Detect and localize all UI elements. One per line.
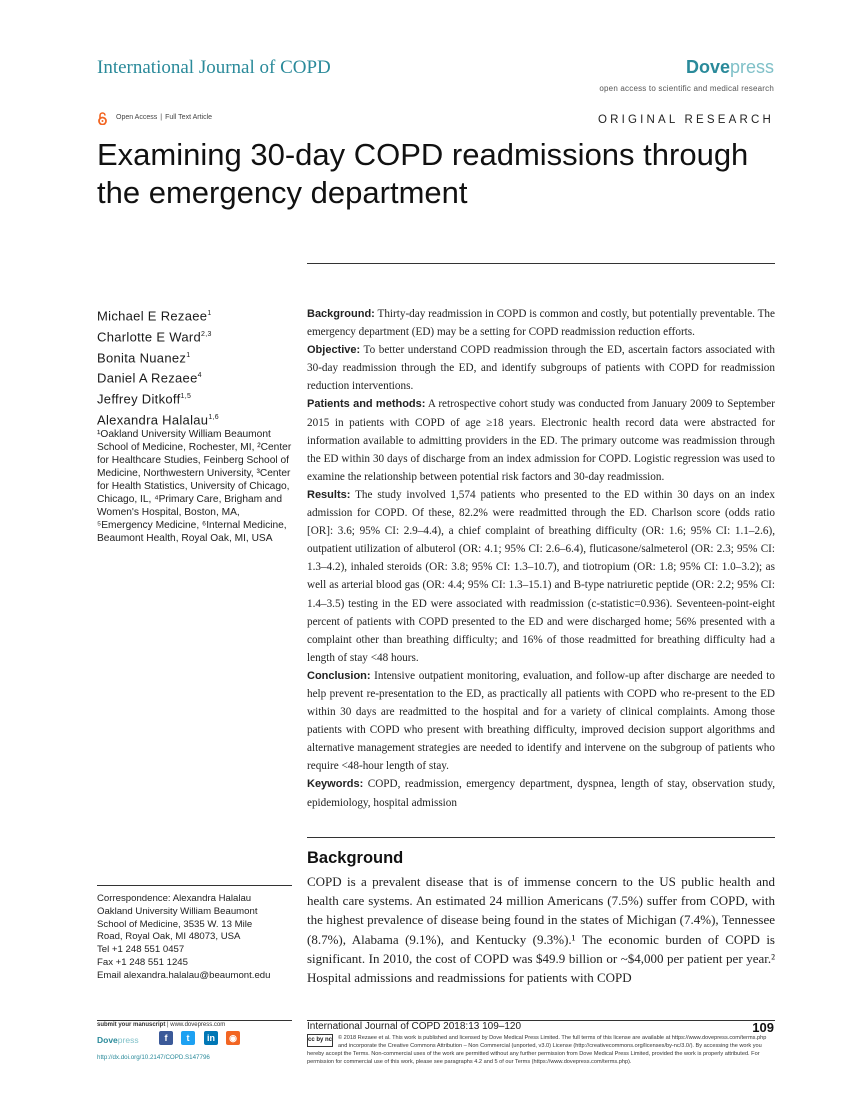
rss-icon[interactable]: ◉ [226,1031,240,1045]
author[interactable]: Michael E Rezaee$^1$ [97,308,212,324]
section-label: Objective: [307,344,361,357]
submit-manuscript-link[interactable]: submit your manuscript | www.dovepress.com [97,1022,226,1028]
correspondence-line: Road, Royal Oak, MI 48073, USA [97,931,241,943]
divider [307,263,775,264]
correspondence-line: School of Medicine, 3535 W. 13 Mile [97,918,253,930]
dovepress-logo[interactable] [686,57,774,78]
footer-dovepress-logo[interactable]: Dovepress [97,1035,139,1045]
correspondence-line: Fax +1 248 551 1245 [97,956,188,968]
abstract-results: Results: The study involved 1,574 patients who presented to the ED within 30 days on an index admission for COPD. Of these, 82.2% were readmitted through the ED. Charlson score (odds ratio [OR]: 3.6; 95% CI: 2.9–4.4), a chief complaint of breathing difficulty (OR: 1.6; 95% CI: 1.1–2.6), outpatient utilization of albuterol (OR: 4.1; 95% CI: 2.6–6.4), fluticasone/salmeterol (OR: 2.3; 95% CI: 1.3–4.2), inhaled steroids (OR: 3.8; 95% CI: 1.3–10.7), and tiotropium (OR: 1.8; 95% CI: 1.0–3.2); as well as arterial blood gas (OR: 4.4; 95% CI: 1.3–15.1) and B-type natriuretic peptide (OR: 2.2; 95% CI: 1.4–3.5) testing in the ED were associated with readmission (c-statistic=0.936). Seventeen-point-eight percent of patients with COPD presented to the ED and were discharged home; 56% presented with a complaint other than breathing difficulty; and 16% of those readmitted for breathing difficulty had a length of stay <48 hours. [307,488,775,664]
section-label: Patients and methods: [307,398,426,411]
correspondence-block [97,893,297,983]
doi-link[interactable]: http://dx.doi.org/10.2147/COPD.S147796 [97,1054,210,1061]
correspondence-label: Correspondence: Alexandra Halalau [97,893,252,904]
author[interactable]: Alexandra Halalau$^{1,6}$ [97,412,219,428]
abstract-background: Background: Thirty-day readmission in COPD is common and costly, but potentially preventable. The emergency department (ED) may be a setting for COPD readmission reduction efforts. [307,308,775,339]
correspondence-email[interactable]: Email alexandra.halalau@beaumont.edu [97,969,271,981]
journal-name[interactable]: International Journal of COPD [97,57,331,78]
open-access-label[interactable]: Open Access [116,114,158,121]
section-label: Results: [307,488,351,501]
author[interactable]: Jeffrey Ditkoff$^{1,5}$ [97,391,192,407]
full-text-label[interactable]: Full Text Article [165,114,213,121]
section-label: Keywords: [307,778,364,791]
background-body-text: COPD is a prevalent disease that is of immense concern to the US public health and health care systems. An estimated 24 million Americans (7.5%) suffer from COPD, with the highest prevalence of disease being found in the states of Michigan (7.4%), Tennessee (8.7%), Alabama (9.1%), and Kentucky (9.3%).¹ The economic burden of COPD is significant. In 2010, the cost of COPD was $49.9 billion or ~$4,000 per patient per year.² Hospital admissions and readmissions for patients with COPD [307,874,775,986]
abstract-conclusion: Conclusion: Intensive outpatient monitoring, evaluation, and follow-up after discharge are needed to help prevent re-presentation to the ED, as practically all patients with COPD who re-present to the ED within 30 days are readmitted to the hospital and for a variety of clinical complaints. Among those patients with COPD who present with breathing difficulty, improved decision support algorithms and alternative management strategies are needed to identify and intervene on the subgroup of patients who require <48-hour length of stay. [307,669,776,773]
license-text-continued: hereby accept the Terms. Non-commercial uses of the work are permitted without any further permission from Dove Medical Press Limited, provided the work is properly attributed. For permission for commercial use of this work, please see paragraphs 4.2 and 5 of our Terms (https://www.dovepress.com/terms.php). [307,1051,760,1066]
author[interactable]: Daniel A Rezaee$^4$ [97,370,202,386]
creative-commons-badge[interactable]: cc by nc [307,1034,333,1047]
article-type: ORIGINAL RESEARCH [597,114,774,126]
author[interactable]: Charlotte E Ward$^{2,3}$ [97,329,212,345]
twitter-icon[interactable]: t [181,1031,195,1045]
section-label: Conclusion: [307,669,371,682]
article-title: Examining 30-day COPD readmissions through the emergency department [97,137,749,210]
affiliations: ¹Oakland University William Beaumont School of Medicine, Rochester, MI, ²Center for Healthcare Studies, Feinberg School of Medicine, Northwestern University, ³Center for Health Statistics, University of Chicago, Chicago, IL, ⁴Primary Care, Brigham and Women's Hospital, Boston, MA, ⁵Emergency Medicine, ⁶Internal Medicine, Beaumont Health, Royal Oak, MI, USA [97,429,292,544]
author-list [97,305,297,430]
section-label: Background: [307,308,375,320]
section-heading-background: Background [307,849,404,867]
citation-line: International Journal of COPD 2018:13 109–120 [307,1021,522,1032]
license-text: © 2018 Rezaee et al. This work is published and licensed by Dove Medical Press Limited. The full terms of this license are available at https://www.dovepress.com/terms.php and incorporate the Creative Commons Attribution – Non Commercial (unported, v3.0) License (http://creativecommons.org/licenses/by-nc/3.0/). By accessing the work you [338,1035,767,1050]
divider [97,1020,292,1021]
open-access-lock-icon [97,112,108,125]
abstract-methods: Patients and methods: A retrospective cohort study was conducted from January 2009 to September 2015 in patients with COPD of age ≥18 years. Electronic health record data were abstracted for information available to admitting providers in the ED. The primary outcome was readmission through the ED within 30 days of discharge from an index admission for COPD. Logistic regression was used to examine the relationship between potential risk factors and 30-day readmission. [307,398,775,483]
correspondence-line: Oakland University William Beaumont [97,905,258,917]
publisher-tagline: open access to scientific and medical research [599,84,774,93]
correspondence-line: Tel +1 248 551 0457 [97,944,185,956]
access-labels: Open Access | Full Text Article [116,114,213,121]
abstract-keywords: Keywords: COPD, readmission, emergency department, dyspnea, length of stay, observation study, epidemiology, hospital admission [307,778,776,809]
abstract-objective: Objective: To better understand COPD readmission through the ED, ascertain factors associated with 30-day readmission through the ED, and identify subgroups of patients with COPD for readmission reduction interventions. [307,344,775,393]
divider [97,885,292,886]
brand-part-a: Dove [685,57,730,77]
facebook-icon[interactable]: f [159,1031,173,1045]
divider [307,837,775,838]
linkedin-icon[interactable]: in [204,1031,218,1045]
brand-part-b: press [729,57,774,77]
abstract [307,305,775,812]
author[interactable]: Bonita Nuanez$^1$ [97,349,191,365]
page-number: 109 [752,1020,774,1035]
